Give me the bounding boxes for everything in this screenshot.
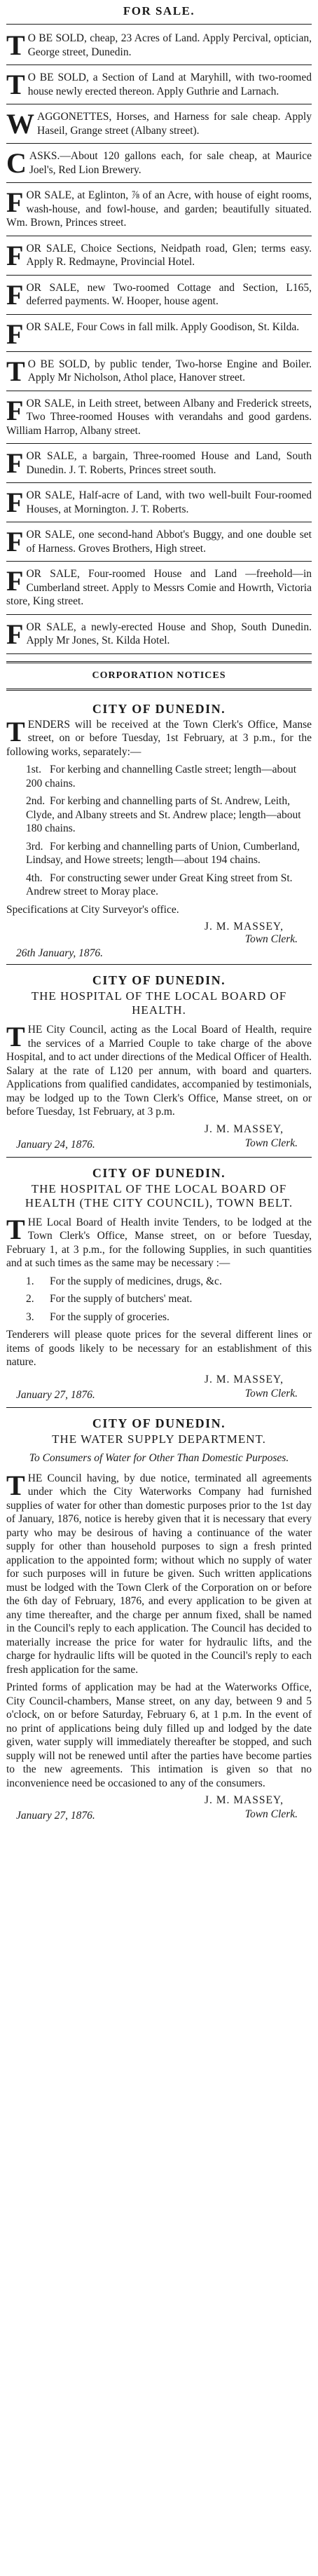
- notice-item: [26, 1292, 312, 1306]
- signatory-name: J. M. MASSEY,: [204, 1373, 284, 1385]
- ad-body: OR SALE, new Two-roomed Cottage and Section, L165, deferred payments. W. Hooper, house agent.: [26, 281, 312, 307]
- drop-cap: T: [6, 29, 25, 61]
- ad-text: [6, 355, 312, 387]
- ad-body: OR SALE, a newly-erected House and Shop, South Dunedin. Apply Mr Jones, St. Kilda Hotel.: [26, 621, 312, 646]
- notice-intro: [6, 1023, 312, 1119]
- corporation-notice: [6, 1412, 312, 1824]
- signatory-name: J. M. MASSEY,: [204, 921, 284, 933]
- for-sale-heading: FOR SALE.: [123, 4, 195, 18]
- divider: [6, 661, 312, 663]
- ad-body: O BE SOLD, a Section of Land at Maryhill, with two-roomed house newly erected thereon. Apply Guthrie and Larnach.: [27, 72, 312, 97]
- divider: [6, 1407, 312, 1408]
- item-number: 1st.: [26, 764, 41, 775]
- classified-ad: [6, 447, 312, 483]
- signatory-name: J. M. MASSEY,: [204, 1794, 284, 1806]
- ad-text: [6, 189, 312, 230]
- notice-item: [26, 794, 312, 836]
- drop-cap: T: [6, 69, 25, 100]
- divider: [6, 964, 312, 965]
- notice-date: 26th January, 1876.: [16, 947, 103, 959]
- notice-title: CITY OF DUNEDIN.: [92, 1165, 226, 1180]
- ad-text: [6, 149, 312, 177]
- drop-cap: F: [6, 526, 24, 557]
- divider: [6, 1157, 312, 1158]
- drop-cap: F: [6, 394, 24, 426]
- item-text: For kerbing and channelling parts of Union, Cumberland, Lindsay, and Howe streets; length—about 194 chains.: [26, 840, 300, 866]
- drop-cap: T: [6, 1469, 25, 1501]
- ad-text: [6, 618, 312, 650]
- classified-ad: [6, 355, 312, 391]
- ad-body: O BE SOLD, cheap, 23 Acres of Land. Apply Percival, optician, George street, Dunedin.: [27, 32, 312, 58]
- item-number: 1.: [26, 1275, 34, 1287]
- classified-ad: [6, 147, 312, 183]
- ad-body: OR SALE, one second-hand Abbot's Buggy, and one double set of Harness. Groves Brothers, High street.: [26, 529, 312, 555]
- ad-body: OR SALE, Four Cows in fall milk. Apply Goodison, St. Kilda.: [26, 320, 300, 333]
- ad-text: [6, 29, 312, 61]
- ad-body: AGGONETTES, Horses, and Harness for sale cheap. Apply Haseil, Grange street (Albany street).: [37, 111, 312, 137]
- classified-ad: [6, 318, 312, 352]
- item-number: 4th.: [26, 872, 43, 884]
- ad-body: OR SALE, a bargain, Three-roomed House and Land, South Dunedin. J. T. Roberts, Princes street south.: [26, 450, 312, 476]
- item-text: For constructing sewer under Great King street from St. Andrew street to Moray place.: [26, 872, 293, 897]
- item-text: For the supply of butchers' meat.: [50, 1293, 193, 1305]
- item-text: For the supply of medicines, drugs, &c.: [50, 1275, 222, 1287]
- drop-cap: C: [6, 147, 27, 179]
- notice-subtitle-secondary: To Consumers of Water for Other Than Domestic Purposes.: [29, 1451, 289, 1464]
- corporation-notices: [6, 698, 312, 1824]
- signatory-role: Town Clerk.: [244, 1808, 298, 1820]
- item-number: 3rd.: [26, 840, 43, 853]
- date-role-row: [6, 1388, 312, 1402]
- ad-body: OR SALE, Half-acre of Land, with two well-built Four-roomed Houses, at Mornington. J. T. Roberts.: [26, 489, 312, 515]
- item-text: For the supply of groceries.: [50, 1310, 170, 1323]
- drop-cap: T: [6, 355, 25, 387]
- date-role-row: [6, 1808, 312, 1822]
- notice-subtitle: THE WATER SUPPLY DEPARTMENT.: [52, 1432, 266, 1446]
- classified-ad: [6, 394, 312, 445]
- item-text: For kerbing and channelling parts of St. Andrew, Leith, Clyde, and Albany streets and St. Andrew place; length—about 180 chains.: [26, 795, 301, 834]
- notice-intro: [6, 715, 312, 759]
- ad-body: OR SALE, Four-roomed House and Land —freehold—in Cumberland street. Apply to Messrs Comie and Howrth, Victoria store, King street.: [6, 568, 312, 607]
- notice-item: [26, 840, 312, 867]
- classified-ad: [6, 29, 312, 65]
- ad-body: ASKS.—About 120 gallons each, for sale cheap, at Maurice Joel's, Red Lion Brewery.: [29, 150, 312, 176]
- notice-title: CITY OF DUNEDIN.: [92, 973, 226, 987]
- notice-date: January 24, 1876.: [16, 1138, 95, 1151]
- date-role-row: [6, 1137, 312, 1151]
- notice-item: [26, 763, 312, 790]
- drop-cap: F: [6, 239, 24, 271]
- item-text: For kerbing and channelling Castle street; length—about 200 chains.: [26, 764, 297, 789]
- ad-text: [6, 394, 312, 438]
- ad-text: [6, 528, 312, 555]
- classified-ad: [6, 486, 312, 522]
- classified-ad: [6, 525, 312, 562]
- drop-cap: F: [6, 187, 24, 218]
- notice-intro-text: HE Local Board of Health invite Tenders, to be lodged at the Town Clerk's Office, Manse street, on or before Tuesday, February 1, at 3 p.m., for the following Supplies, in such quantities and at such times as the same may be necessary :—: [6, 1216, 312, 1269]
- notice-intro-text: HE City Council, acting as the Local Board of Health, require the services of a Married Couple to take charge of the above Hospital, and to act under directions of the Medical Officer of Health. Salary at the rate of L120 per annum, with board and quarters. Applications from qualified candidates, accompanied by testimonials, may be lodged up to the Town Clerk's Office, Manse street, on or before Tuesday, 1st February, at 3 p.m.: [6, 1024, 312, 1118]
- notice-closing: Printed forms of application may be had at the Waterworks Office, City Council-chambers, Manse street, on any day, between 9 and 5 o'clock, on or before Saturday, February 6, at 1 p.m. In the event of no print of applications being duly filled up and lodged by the date given, water supply will immediately thereafter be stopped, and such supply will not be renewed until after the parties have become parties to the new agreements. This intimation is given so that no inconvenience need be occasioned to any of the consumers.: [6, 1681, 312, 1789]
- ad-text: [6, 567, 312, 609]
- ad-text: [6, 71, 312, 98]
- ad-text: [6, 239, 312, 271]
- corporation-notice: [6, 969, 312, 1153]
- drop-cap: F: [6, 278, 24, 311]
- signatory-name: J. M. MASSEY,: [204, 1123, 284, 1135]
- notice-intro: [6, 1469, 312, 1677]
- signatory-role: Town Clerk.: [244, 1387, 298, 1399]
- notice-intro-text: HE Council having, by due notice, terminated all agreements under which the City Waterworks Company had furnished supplies of water for other than domestic purposes prior to the 1st day of January, 1876, notice is hereby given that it is necessary that every party who may be desirous of having a continuance of the water supply for other than household purposes to sign a fresh printed application to the appointed form; without which no supply of water for such purposes will in future be given. Such written applications must be lodged with the Town Clerk of the Corporation on or before the 6th day of February, 1876, and every application to be given at any time thereafter, and the charge per annum fixed, shall be named in the Council's reply to each application. The Council has decided to materially increase the price for water for hydraulic lifts, and the charge for hydraulic lifts will be quoted in the Council's reply to each fresh application for the same.: [6, 1472, 312, 1676]
- item-number: 2.: [26, 1293, 34, 1305]
- signatory-role: Town Clerk.: [244, 933, 298, 945]
- drop-cap: F: [6, 565, 24, 597]
- classified-ad: [6, 107, 312, 144]
- signatory-role: Town Clerk.: [244, 1137, 298, 1149]
- notice-item: [26, 1310, 312, 1324]
- item-number: 3.: [26, 1310, 34, 1323]
- notice-subtitle: THE HOSPITAL OF THE LOCAL BOARD OF HEALTH (THE CITY COUNCIL), TOWN BELT.: [25, 1181, 293, 1209]
- ad-text: [6, 278, 312, 311]
- classified-ad: [6, 186, 312, 236]
- notice-closing: Tenderers will please quote prices for the several different lines or items of goods likely to be necessary for an establishment of this nature.: [6, 1329, 312, 1368]
- ad-text: [6, 318, 312, 350]
- drop-cap: T: [6, 1021, 25, 1052]
- divider: [6, 24, 312, 25]
- corporation-heading: CORPORATION NOTICES: [92, 670, 226, 681]
- classified-ad: [6, 564, 312, 615]
- notice-date: January 27, 1876.: [16, 1810, 95, 1822]
- drop-cap: F: [6, 318, 24, 350]
- ad-body: O BE SOLD, by public tender, Two-horse Engine and Boiler. Apply Mr Nicholson, Athol place, Hanover street.: [27, 358, 312, 384]
- drop-cap: T: [6, 1213, 25, 1245]
- ad-text: [6, 449, 312, 477]
- divider: [6, 689, 312, 691]
- notice-intro: [6, 1213, 312, 1270]
- ad-text: [6, 108, 312, 140]
- classified-ad: [6, 239, 312, 276]
- notice-date: January 27, 1876.: [16, 1388, 95, 1401]
- corporation-notice: [6, 698, 312, 961]
- notice-title: CITY OF DUNEDIN.: [92, 1416, 226, 1430]
- classified-ad: [6, 618, 312, 654]
- drop-cap: W: [6, 108, 34, 140]
- notice-intro-text: ENDERS will be received at the Town Clerk's Office, Manse street, on or before Tuesday, 1st February, at 3 p.m., for the following works, separately:—: [6, 718, 312, 758]
- notice-item: [26, 872, 312, 899]
- classified-ad: [6, 68, 312, 104]
- corporation-notice: [6, 1162, 312, 1403]
- for-sale-ads: [6, 29, 312, 654]
- ad-body: OR SALE, in Leith street, between Albany and Frederick streets, Two Three-roomed Houses with verandahs and good gardens. William Harrop, Albany street.: [6, 397, 312, 437]
- drop-cap: T: [6, 715, 25, 747]
- ad-body: OR SALE, at Eglinton, ⅞ of an Acre, with house of eight rooms, wash-house, and fowl-house, and garden; beautifully situated. Wm. Brown, Princes street.: [6, 189, 312, 229]
- drop-cap: F: [6, 618, 24, 650]
- notice-closing: Specifications at City Surveyor's office.: [6, 903, 179, 916]
- classified-ad: [6, 278, 312, 315]
- drop-cap: F: [6, 447, 24, 479]
- notice-item: [26, 1275, 312, 1289]
- item-number: 2nd.: [26, 795, 46, 807]
- drop-cap: F: [6, 487, 24, 518]
- ad-body: OR SALE, Choice Sections, Neidpath road, Glen; terms easy. Apply R. Redmayne, Provincial Hotel.: [26, 242, 312, 268]
- ad-text: [6, 489, 312, 516]
- notice-title: CITY OF DUNEDIN.: [92, 701, 226, 716]
- notice-subtitle: THE HOSPITAL OF THE LOCAL BOARD OF HEALTH.: [31, 989, 287, 1017]
